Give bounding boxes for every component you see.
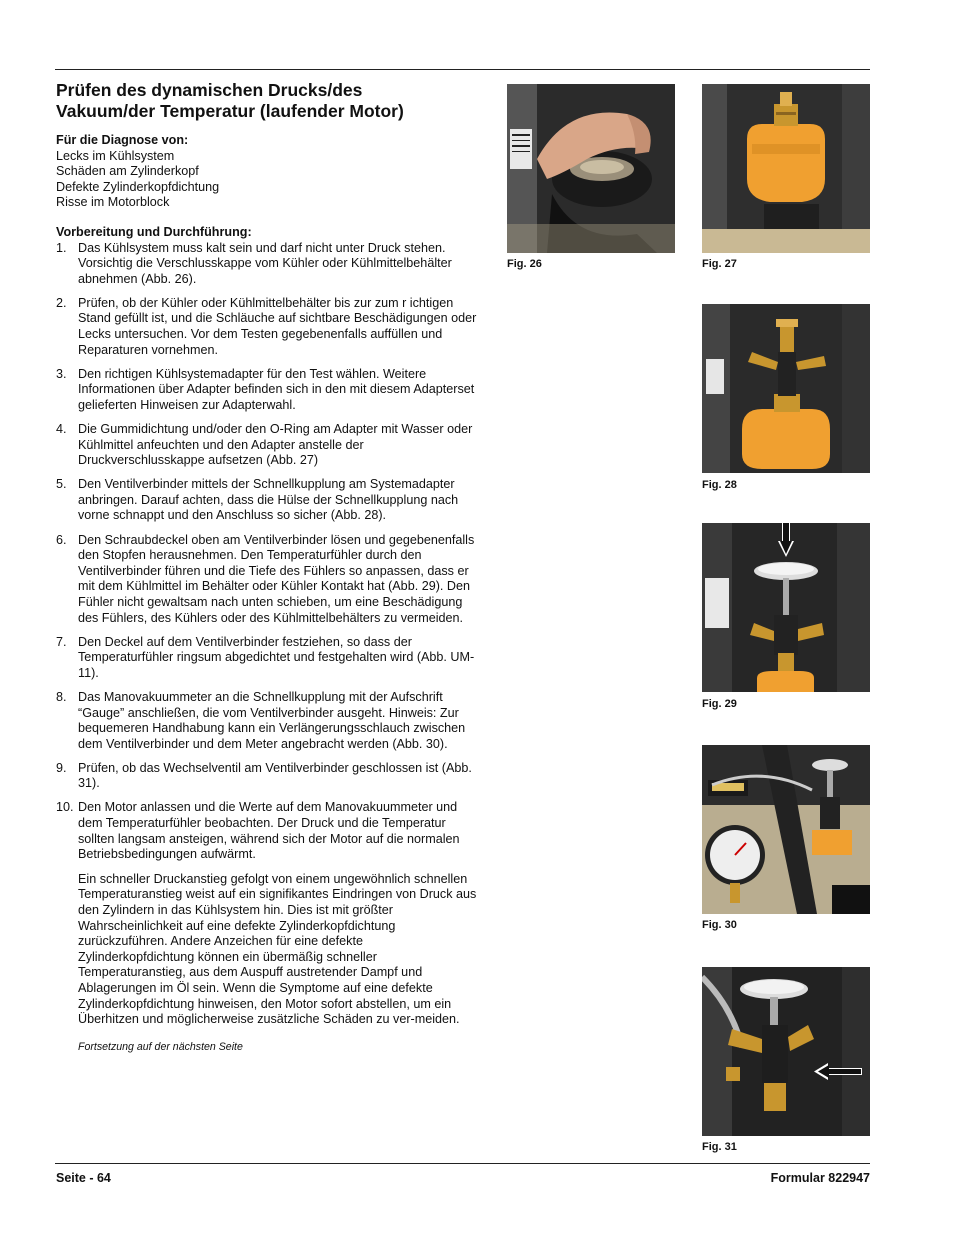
- step-text: Prüfen, ob das Wechselventil am Ventilverbinder geschlossen ist (Abb. 31).: [78, 760, 472, 791]
- step-text: Den Ventilverbinder mittels der Schnellkupplung am Systemadapter anbringen. Darauf achten, dass die Hülse der Schnellkupplung nach vorne schnappt und den Anschluss so sicher (Abb. 28).: [78, 477, 459, 523]
- warning-paragraph: Ein schneller Druckanstieg gefolgt von einem ungewöhnlich schnellen Temperaturanstieg weist auf ein signifikantes Eindringen von Druck aus den Zylindern in das Kühlsystem hin. Dies ist mit größter Wahrscheinlichkeit auf eine defekte Zylinderkopfdichtung zurückzuführen. Andere Anzeichen für eine defekte Zylinderkopfdichtung können ein übermäßig schneller Temperaturanstieg, aus dem Auspuff austretender Dampf und Ablagerungen im Öl sein. Wenn die Symptome auf eine defekte Zylinderkopfdichtung hinweisen, den Motor sofort abstellen, um ein Überhitzen und möglicherweise zusätzliche Schäden zu ver-meiden.: [78, 871, 477, 1027]
- radiator-cap-photo-icon: [507, 84, 675, 253]
- figure-30-caption: Fig. 30: [702, 919, 737, 931]
- figure-27-photo: [702, 84, 870, 253]
- figure-30-photo: [702, 745, 870, 914]
- valve-connector-photo-icon: [702, 304, 870, 473]
- shutoff-valve-photo-icon: [702, 967, 870, 1136]
- step-text: Das Kühlsystem muss kalt sein und darf nicht unter Druck stehen. Vorsichtig die Verschlusskappe vom Kühler oder Kühlmittelbehälter abnehmen (Abb. 26).: [78, 240, 452, 286]
- diagnosis-item: Defekte Zylinderkopfdichtung: [56, 179, 220, 194]
- figure-26-photo: [507, 84, 675, 253]
- step-item: [56, 241, 481, 288]
- step-item: [56, 422, 481, 469]
- top-rule: [55, 69, 870, 70]
- figure-27-caption: Fig. 27: [702, 258, 737, 270]
- diagnosis-item: Schäden am Zylinderkopf: [56, 164, 199, 179]
- diagnosis-list: [56, 149, 481, 211]
- step-item: [56, 367, 481, 414]
- step-number: 1.: [56, 240, 67, 255]
- step-text: Prüfen, ob der Kühler oder Kühlmittelbehälter bis zur zum r ichtigen Stand gefüllt ist, und die Schläuche auf sichtbare Beschädigungen oder Lecks untersuchen. Vor dem Testen gegebenenfalls auffüllen und Reparaturen vornehmen.: [78, 295, 477, 357]
- page-title: [56, 80, 481, 122]
- text-column: [56, 80, 481, 1055]
- step-text: Das Manovakuummeter an die Schnellkupplung mit der Aufschrift “Gauge” anschließen, die vom Ventilverbinder ausgeht. Hinweis: Zur bequemeren Handhabung kann ein Verlängerungsschlauch zwischen dem Ventilverbinder und dem Meter angebracht werden (Abb. 30).: [78, 689, 466, 751]
- step-text: Den richtigen Kühlsystemadapter für den Test wählen. Weitere Informationen über Adapter befinden sich in den mit diesem Adapterset gelieferten Hinweisen zur Adapterwahl.: [78, 366, 475, 412]
- step-number: 7.: [56, 634, 67, 649]
- step-number: 4.: [56, 422, 67, 436]
- step-text: Den Schraubdeckel oben am Ventilverbinder lösen und gegebenenfalls den Stopfen herausnehmen. Den Temperaturfühler durch den Ventilverbinder führen und die Tiefe des Fühlers so anpassen, dass er mit dem Kühlmittel im Behälter oder Kühler Kontakt hat (Abb. 29). Den Fühler nicht gewaltsam nach unten schieben, um eine Beschädigung des Fühlers, des Kühlers oder des Kühlmittelbehälters zu vermeiden.: [78, 532, 475, 625]
- figure-29-caption: Fig. 29: [702, 698, 737, 710]
- diagnosis-item: Risse im Motorblock: [56, 195, 170, 210]
- figure-31-caption: Fig. 31: [702, 1141, 737, 1153]
- step-number: 5.: [56, 477, 67, 492]
- title-line-1: Prüfen des dynamischen Drucks/des: [56, 80, 363, 100]
- temperature-probe-photo-icon: [702, 523, 870, 692]
- step-number: 8.: [56, 689, 67, 704]
- step-item: [56, 800, 481, 862]
- bottom-rule: [55, 1163, 870, 1164]
- form-number: Formular 822947: [770, 1171, 870, 1185]
- step-item: [56, 533, 481, 627]
- step-text: Die Gummidichtung und/oder den O-Ring am Adapter mit Wasser oder Kühlmittel anfeuchten und den Adapter anstelle der Druckverschlusskappe aufsetzen (Abb. 27): [78, 422, 473, 468]
- step-number: 9.: [56, 760, 67, 775]
- step-item: [56, 690, 481, 752]
- step-item: [56, 477, 481, 524]
- step-text: Den Deckel auf dem Ventilverbinder festziehen, so dass der Temperaturfühler ringsum abgedichtet und festgehalten wird (Abb. UM-11).: [78, 634, 475, 680]
- step-number: 3.: [56, 366, 67, 381]
- step-item: [56, 761, 481, 792]
- gauge-connected-photo-icon: [702, 745, 870, 914]
- diagnosis-label: Für die Diagnose von:: [56, 133, 189, 147]
- figure-29-photo: [702, 523, 870, 692]
- continued-note: Fortsetzung auf der nächsten Seite: [78, 1040, 243, 1053]
- figure-31-photo: [702, 967, 870, 1136]
- figure-28-caption: Fig. 28: [702, 479, 737, 491]
- step-number: 10.: [56, 800, 74, 815]
- step-number: 6.: [56, 532, 67, 547]
- step-item: [56, 635, 481, 682]
- figure-28-photo: [702, 304, 870, 473]
- procedure-steps: [56, 241, 481, 863]
- step-number: 2.: [56, 295, 67, 310]
- title-line-2: Vakuum/der Temperatur (laufender Motor): [56, 101, 404, 121]
- procedure-label: Vorbereitung und Durchführung:: [56, 224, 252, 239]
- step-text: Den Motor anlassen und die Werte auf dem Manovakuummeter und dem Temperaturfühler beobachten. Der Druck und die Temperatur sollten langsam ansteigen, während sich der Motor auf die normalen Betriebsbedingungen aufwärmt.: [78, 800, 460, 862]
- figure-26-caption: Fig. 26: [507, 258, 542, 270]
- diagnosis-item: Lecks im Kühlsystem: [56, 148, 175, 163]
- page-number: Seite - 64: [56, 1171, 111, 1185]
- step-item: [56, 296, 481, 358]
- adapter-photo-icon: [702, 84, 870, 253]
